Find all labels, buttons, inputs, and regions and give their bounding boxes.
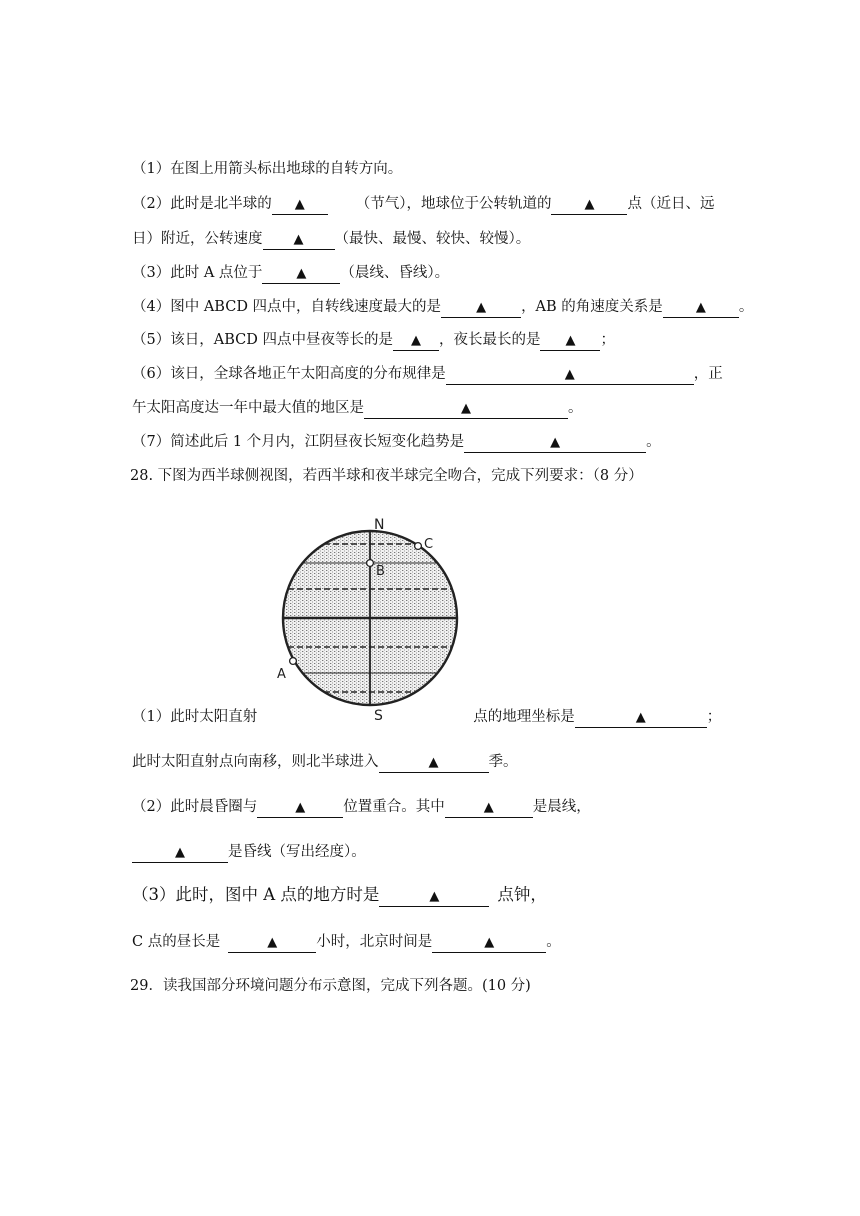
label-a: A <box>277 667 286 682</box>
q27-item-5: （5）该日，ABCD 四点中昼夜等长的是 ▲ ，夜长最长的是 ▲ ； <box>132 330 615 351</box>
q28-item-3-cont: C 点的昼长是 ▲ 小时，北京时间是 ▲ 。 <box>132 932 561 953</box>
q27-item-6: （6）该日，全球各地正午太阳高度的分布规律是 ▲ ，正 <box>132 364 723 385</box>
answer-blank-local-time-a[interactable]: ▲ <box>379 888 489 907</box>
q28-item-1: （1）此时太阳直射 点的地理坐标是 ▲ ； <box>132 707 721 728</box>
q28-item-2: （2）此时晨昏圈与 ▲ 位置重合。其中 ▲ 是晨线， <box>132 797 591 818</box>
answer-blank-day-length-c[interactable]: ▲ <box>228 934 316 953</box>
point-c-marker <box>415 543 422 550</box>
answer-blank-solar-term[interactable]: ▲ <box>272 196 328 215</box>
label-b: B <box>376 564 385 579</box>
answer-blank-dawn-line[interactable]: ▲ <box>445 799 533 818</box>
q28-item-3: （3）此时，图中 A 点的地方时是 ▲ 点钟， <box>132 885 547 907</box>
q29-title: 29．读我国部分环境问题分布示意图，完成下列各题。(10 分) <box>130 978 531 994</box>
point-b-marker <box>367 560 374 567</box>
answer-blank-noon-sun-pattern[interactable]: ▲ <box>446 366 694 385</box>
answer-blank-jiangyin-trend[interactable]: ▲ <box>464 434 646 453</box>
answer-blank-point-a-line[interactable]: ▲ <box>262 265 340 284</box>
q27-item-4: （4）图中 ABCD 四点中，自转线速度最大的是 ▲ ，AB 的角速度关系是 ▲ 。 <box>132 297 753 318</box>
answer-blank-angular-velocity[interactable]: ▲ <box>663 299 739 318</box>
answer-blank-longest-night[interactable]: ▲ <box>540 332 600 351</box>
answer-blank-equal-day-night[interactable]: ▲ <box>393 332 439 351</box>
answer-blank-beijing-time[interactable]: ▲ <box>432 934 546 953</box>
q28-item-2-cont: ▲ 是昏线（写出经度）。 <box>132 842 366 863</box>
label-s: S <box>374 708 383 722</box>
q27-item-6-cont: 午太阳高度达一年中最大值的地区是 ▲ 。 <box>132 398 583 419</box>
answer-blank-dusk-line[interactable]: ▲ <box>132 844 228 863</box>
answer-blank-season[interactable]: ▲ <box>379 754 489 773</box>
q27-item-1: （1）在图上用箭头标出地球的自转方向。 <box>132 161 403 177</box>
west-hemisphere-diagram <box>270 510 470 722</box>
answer-blank-linear-velocity[interactable]: ▲ <box>441 299 521 318</box>
q27-item-7: （7）简述此后 1 个月内，江阴昼夜长短变化趋势是 ▲ 。 <box>132 432 661 453</box>
answer-blank-orbit-point[interactable]: ▲ <box>551 196 627 215</box>
answer-blank-max-noon-region[interactable]: ▲ <box>364 400 568 419</box>
q28-title: 28. 下图为西半球侧视图，若西半球和夜半球完全吻合，完成下列要求：（8 分） <box>130 468 643 484</box>
label-n: N <box>374 517 385 533</box>
q27-item-2-cont: 日）附近，公转速度 ▲ （最快、最慢、较快、较慢）。 <box>132 229 530 250</box>
point-a-marker <box>290 658 297 665</box>
answer-blank-subsolar-coordinates[interactable]: ▲ <box>575 709 707 728</box>
answer-blank-orbit-speed[interactable]: ▲ <box>263 231 335 250</box>
q27-item-2: （2）此时是北半球的 ▲ （节气），地球位于公转轨道的 ▲ 点（近日、远 <box>132 194 714 215</box>
answer-blank-terminator-position[interactable]: ▲ <box>257 799 343 818</box>
q27-item-3: （3）此时 A 点位于 ▲ （晨线、昏线）。 <box>132 263 449 284</box>
q28-item-1-cont: 此时太阳直射点向南移，则北半球进入 ▲ 季。 <box>132 752 518 773</box>
label-c: C <box>424 537 434 552</box>
